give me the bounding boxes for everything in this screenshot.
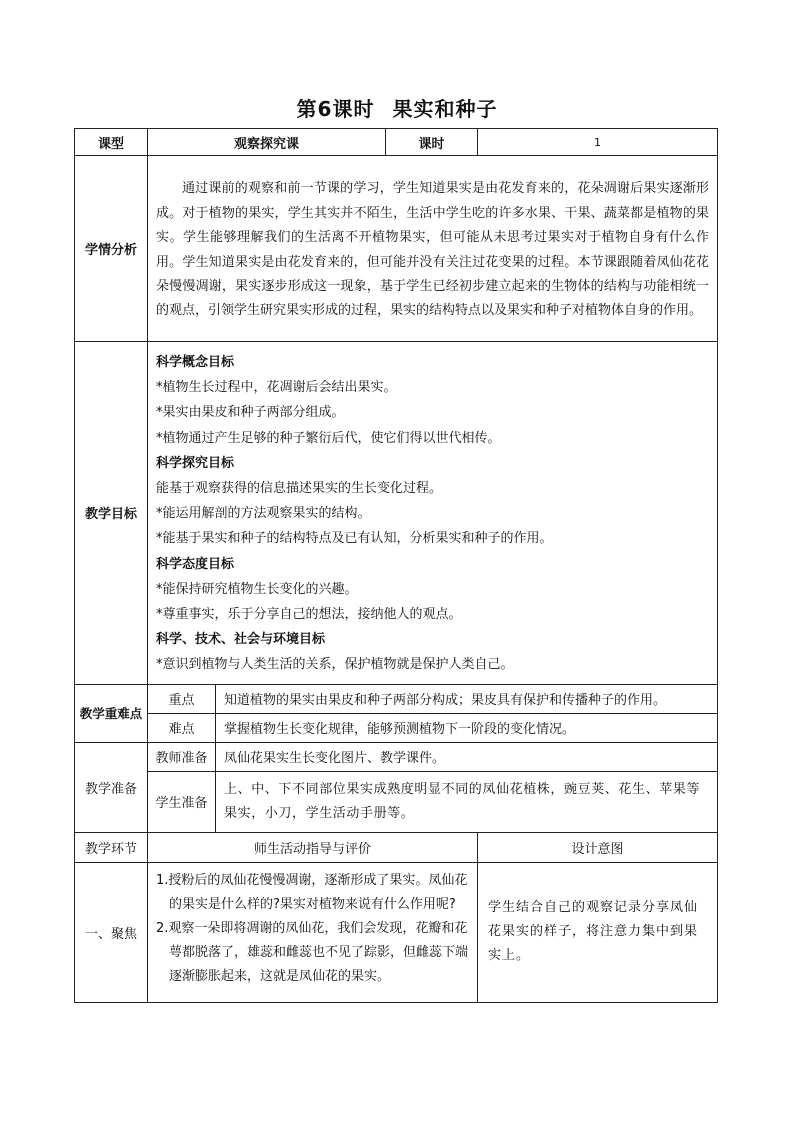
lesson-name: 果实和种子 — [392, 97, 498, 121]
lesson-number: 第6课时 — [296, 97, 375, 121]
process-stage-header: 教学环节 — [75, 832, 148, 862]
objective-item: 能基于观察获得的信息描述果实的生长变化过程。 — [156, 481, 443, 497]
difficult-point-row — [75, 713, 718, 742]
objective-item: *果实由果皮和种子两部分组成。 — [156, 405, 345, 421]
type-value: 观察探究课 — [148, 129, 386, 156]
process-activity-header: 师生活动指导与评价 — [148, 832, 478, 862]
objectives-row — [75, 342, 718, 685]
page-title — [0, 93, 794, 122]
objective-item: *能运用解剖的方法观察果实的结构。 — [156, 506, 371, 522]
objective-item: *尊重事实，乐于分享自己的想法，接纳他人的观点。 — [156, 607, 462, 623]
lesson-plan-table — [74, 128, 718, 1003]
analysis-text: 通过课前的观察和前一节课的学习，学生知道果实是由花发育来的，花朵凋谢后果实逐渐形成。对于植物的果实，学生其实并不陌生，生活中学生吃的许多水果、干果、蔬菜都是植物的果实。学生能够理解我们的生活离不开植物果实，但可能从未思考过果实对于植物自身有什么作用。学生知道果实是由花发育来的，但可能并没有关注过花变果的过程。本节课跟随着凤仙花花朵慢慢凋谢，果实逐步形成这一现象，基于学生已经初步建立起来的生物体的结构与功能相统一的观点，引领学生研究果实形成的过程，果实的结构特点以及果实和种子对植物体自身的作用。 — [148, 156, 718, 342]
objective-heading: 科学探究目标 — [156, 455, 235, 471]
objective-heading: 科学态度目标 — [156, 556, 235, 572]
activity-step: 2.观察一朵即将凋谢的凤仙花，我们会发现，花瓣和花萼都脱落了，雄蕊和雌蕊也不见了踪影，但雌蕊下端逐渐膨胀起来，这就是凤仙花的果实。 — [156, 920, 469, 984]
process-intent-header: 设计意图 — [478, 832, 718, 862]
teacher-prep-row — [75, 742, 718, 771]
objective-item: *能基于果实和种子的结构特点及已有认知，分析果实和种子的作用。 — [156, 531, 553, 547]
preparation-label: 教学准备 — [75, 742, 148, 832]
process-activity — [148, 862, 478, 1002]
student-prep-label: 学生准备 — [148, 771, 216, 832]
objectives-label: 教学目标 — [75, 342, 148, 685]
type-label: 课型 — [75, 129, 148, 156]
student-prep-text: 上、中、下不同部位果实成熟度明显不同的凤仙花植株，豌豆荚、花生、苹果等果实，小刀，学生活动手册等。 — [216, 771, 718, 832]
key-text: 知道植物的果实由果皮和种子两部分构成；果皮具有保护和传播种子的作用。 — [216, 684, 718, 713]
objective-item: *植物生长过程中，花凋谢后会结出果实。 — [156, 380, 397, 396]
objectives-list — [148, 342, 718, 685]
header-row — [75, 129, 718, 156]
key-points-label: 教学重难点 — [75, 684, 148, 742]
objective-heading: 科学、技术、社会与环境目标 — [156, 632, 326, 648]
teacher-prep-label: 教师准备 — [148, 742, 216, 771]
key-label: 重点 — [148, 684, 216, 713]
difficult-label: 难点 — [148, 713, 216, 742]
analysis-label: 学情分析 — [75, 156, 148, 342]
process-header-row — [75, 832, 718, 862]
objective-item: *植物通过产生足够的种子繁衍后代，使它们得以世代相传。 — [156, 430, 501, 446]
teacher-prep-text: 凤仙花果实生长变化图片、教学课件。 — [216, 742, 718, 771]
period-label: 课时 — [386, 129, 478, 156]
difficult-text: 掌握植物生长变化规律，能够预测植物下一阶段的变化情况。 — [216, 713, 718, 742]
activity-steps — [148, 863, 477, 993]
process-stage: 一、聚焦 — [75, 862, 148, 1002]
period-value: 1 — [478, 129, 718, 156]
objective-item: *意识到植物与人类生活的关系，保护植物就是保护人类自己。 — [156, 657, 514, 673]
objective-heading: 科学概念目标 — [156, 355, 235, 370]
student-prep-row — [75, 771, 718, 832]
analysis-row — [75, 156, 718, 342]
key-point-row — [75, 684, 718, 713]
activity-step: 1.授粉后的凤仙花慢慢凋谢，逐渐形成了果实。凤仙花的果实是什么样的?果实对植物来说有什么作用呢? — [156, 872, 468, 912]
process-intent: 学生结合自己的观察记录分享凤仙花果实的样子，将注意力集中到果实上。 — [478, 862, 718, 1002]
objective-item: *能保持研究植物生长变化的兴趣。 — [156, 581, 358, 597]
process-row — [75, 862, 718, 1002]
